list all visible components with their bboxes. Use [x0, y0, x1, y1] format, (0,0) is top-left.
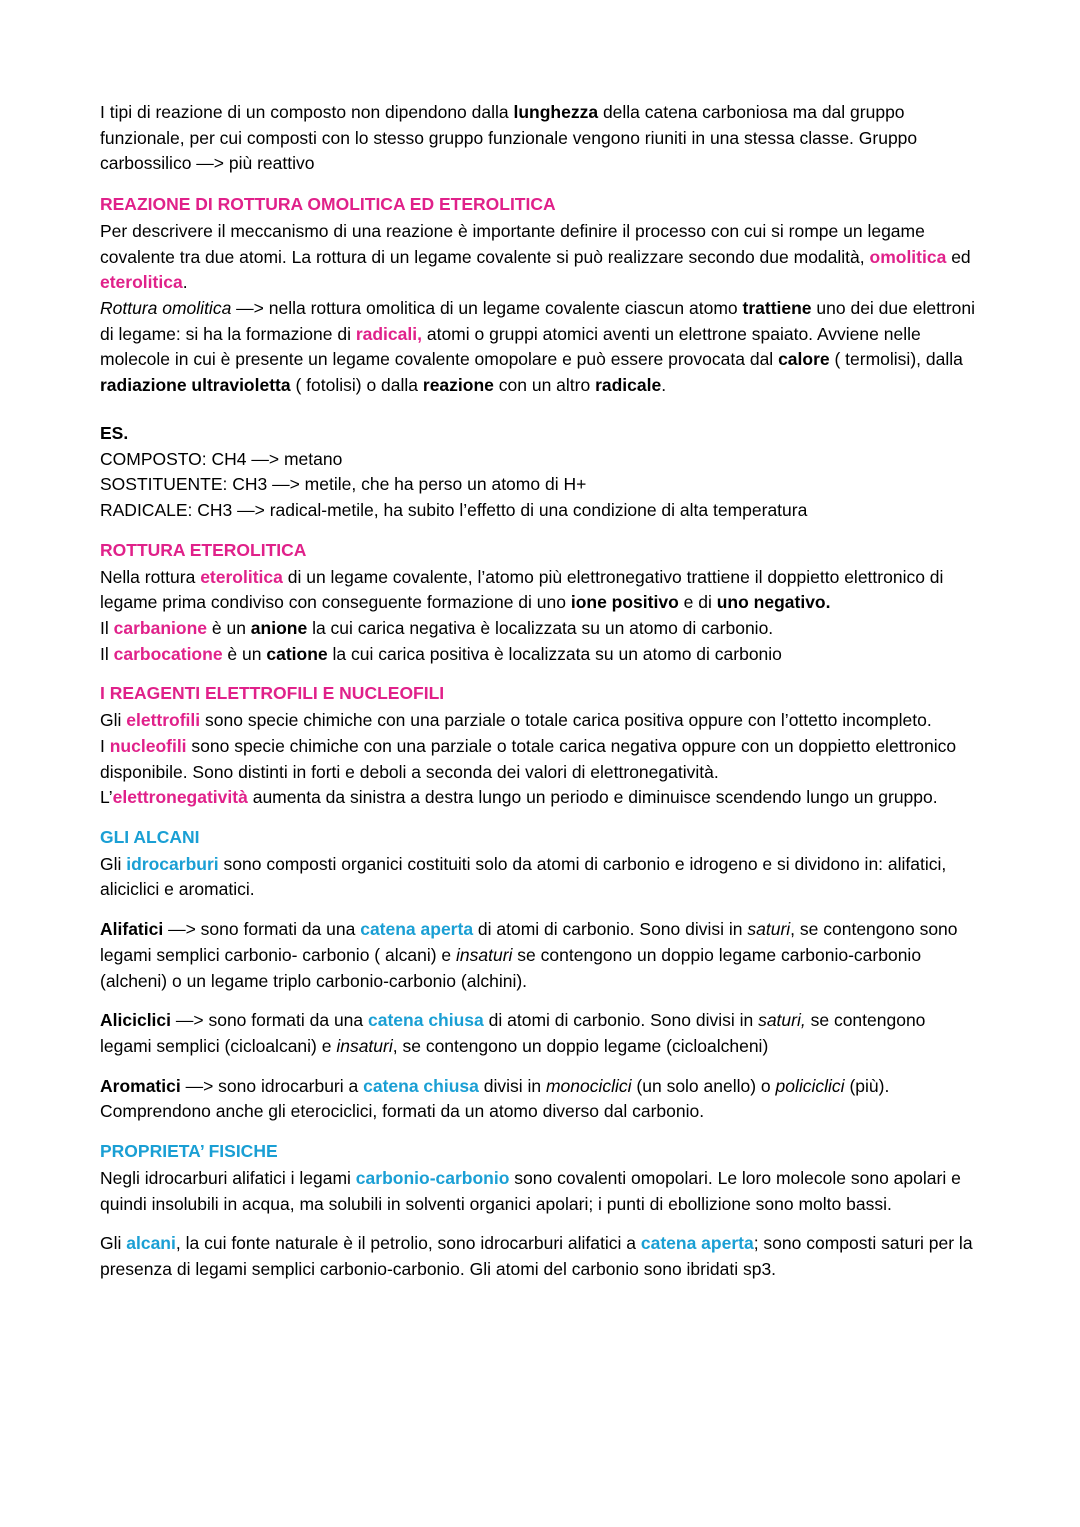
intro-paragraph	[100, 100, 980, 177]
intro-text-2: della catena carboniosa ma dal gruppo funzionale, per cui composti con lo stesso gruppo funzionale vengono riuniti in una stessa classe. Gruppo carbossilico —> più reattivo	[100, 102, 918, 174]
esempio-line-radicale: RADICALE: CH3 —> radical-metile, ha subito l’effetto di una condizione di alta temperatura	[100, 500, 808, 521]
section-reagenti	[100, 681, 980, 811]
section-heading: REAZIONE DI ROTTURA OMOLITICA ED ETEROLITICA	[100, 194, 556, 215]
esempio-line-composto: COMPOSTO: CH4 —> metano	[100, 448, 343, 469]
paragraph-alifatici: Alifatici —> sono formati da una catena aperta di atomi di carbonio. Sono divisi in saturi, se contengono sono legami semplici carbonio- carbonio ( alcani) e insaturi se contengono un doppio legame carbonio-carbonio (alcheni) o un legame triplo carbonio-carbonio (alchini).	[100, 919, 958, 991]
spacer	[100, 811, 980, 825]
esempio-label-text: ES.	[100, 422, 129, 443]
spacer	[100, 1125, 980, 1139]
esempio-block	[100, 421, 980, 524]
paragraph-carbocatione: Il carbocatione è un catione la cui carica positiva è localizzata su un atomo di carbonio	[100, 643, 782, 664]
section-heading-alcani: GLI ALCANI	[100, 826, 200, 847]
paragraph-eterolitica-definizione: Nella rottura eterolitica di un legame covalente, l’atomo più elettronegativo trattiene il doppietto elettronico di legame prima condiviso con conseguente formazione di uno ione positivo e di uno negativo.	[100, 566, 944, 613]
paragraph-rottura-omolitica: Rottura omolitica —> nella rottura omolitica di un legame covalente ciascun atomo trattiene uno dei due elettroni di legame: si ha la formazione di radicali, atomi o gruppi atomici aventi un elettrone spaiato. Avviene nelle molecole in cui è presente un legame covalente omopolare e può essere provocata dal calore ( termolisi), dalla radiazione ultravioletta ( fotolisi) o dalla reazione con un altro radicale.	[100, 298, 976, 396]
paragraph-definizione-rottura: Per descrivere il meccanismo di una reazione è importante definire il processo con cui si rompe un legame covalente tra due atomi. La rottura di un legame covalente si può realizzare secondo due modalità, omolitica ed eterolitica.	[100, 220, 971, 293]
paragraph-proprieta-2: Gli alcani, la cui fonte naturale è il petrolio, sono idrocarburi alifatici a catena aperta; sono composti saturi per la presenza di legami semplici carbonio-carbonio. Gli atomi del carbonio sono ibridati sp3.	[100, 1233, 973, 1280]
esempio-line-sostituente: SOSTITUENTE: CH3 —> metile, che ha perso un atomo di H+	[100, 474, 587, 495]
spacer	[100, 399, 980, 421]
spacer	[100, 994, 980, 1008]
section-alcani	[100, 825, 980, 1125]
section-rottura-omolitica-eterolitica	[100, 192, 980, 399]
section-heading-proprieta: PROPRIETA’ FISICHE	[100, 1141, 278, 1162]
spacer	[100, 1217, 980, 1231]
paragraph-elettrofili: Gli elettrofili sono specie chimiche con una parziale o totale carica positiva oppure con l’ottetto incompleto.	[100, 710, 932, 731]
paragraph-proprieta-1: Negli idrocarburi alifatici i legami carbonio-carbonio sono covalenti omopolari. Le loro molecole sono apolari e quindi insolubili in acqua, ma solubili in solventi organici apolari; i punti di ebollizione sono molto bassi.	[100, 1167, 961, 1214]
paragraph-aliciclici: Aliciclici —> sono formati da una catena chiusa di atomi di carbonio. Sono divisi in saturi, se contengono legami semplici (cicloalcani) e insaturi, se contengono un doppio legame (cicloalcheni)	[100, 1010, 926, 1056]
spacer	[100, 903, 980, 917]
paragraph-nucleofili: I nucleofili sono specie chimiche con una parziale o totale carica negativa oppure con un doppietto elettronico disponibile. Sono distinti in forti e deboli a seconda dei valori di elettronegatività.	[100, 735, 957, 782]
section-rottura-eterolitica	[100, 538, 980, 668]
intro-bold-lunghezza: lunghezza	[513, 102, 599, 122]
intro-text-1: I tipi di reazione di un composto non dipendono dalla	[100, 102, 514, 122]
paragraph-elettronegativita: L’elettronegatività aumenta da sinistra a destra lungo un periodo e diminuisce scendendo lungo un gruppo.	[100, 787, 938, 808]
paragraph-idrocarburi: Gli idrocarburi sono composti organici costituiti solo da atomi di carbonio e idrogeno e si dividono in: alifatici, aliciclici e aromatici.	[100, 853, 947, 900]
section-proprieta-fisiche	[100, 1139, 980, 1283]
section-heading-reagenti: I REAGENTI ELETTROFILI E NUCLEOFILI	[100, 683, 445, 704]
paragraph-carbanione: Il carbanione è un anione la cui carica negativa è localizzata su un atomo di carbonio.	[100, 617, 774, 638]
spacer	[100, 524, 980, 538]
spacer	[100, 1060, 980, 1074]
esempio-label	[100, 421, 980, 447]
spacer	[100, 667, 980, 681]
section-heading-rottura-eterolitica: ROTTURA ETEROLITICA	[100, 539, 307, 560]
paragraph-aromatici: Aromatici —> sono idrocarburi a catena chiusa divisi in monociclici (un solo anello) o policiclici (più). Comprendono anche gli eterociclici, formati da un atomo diverso dal carbonio.	[100, 1075, 890, 1122]
